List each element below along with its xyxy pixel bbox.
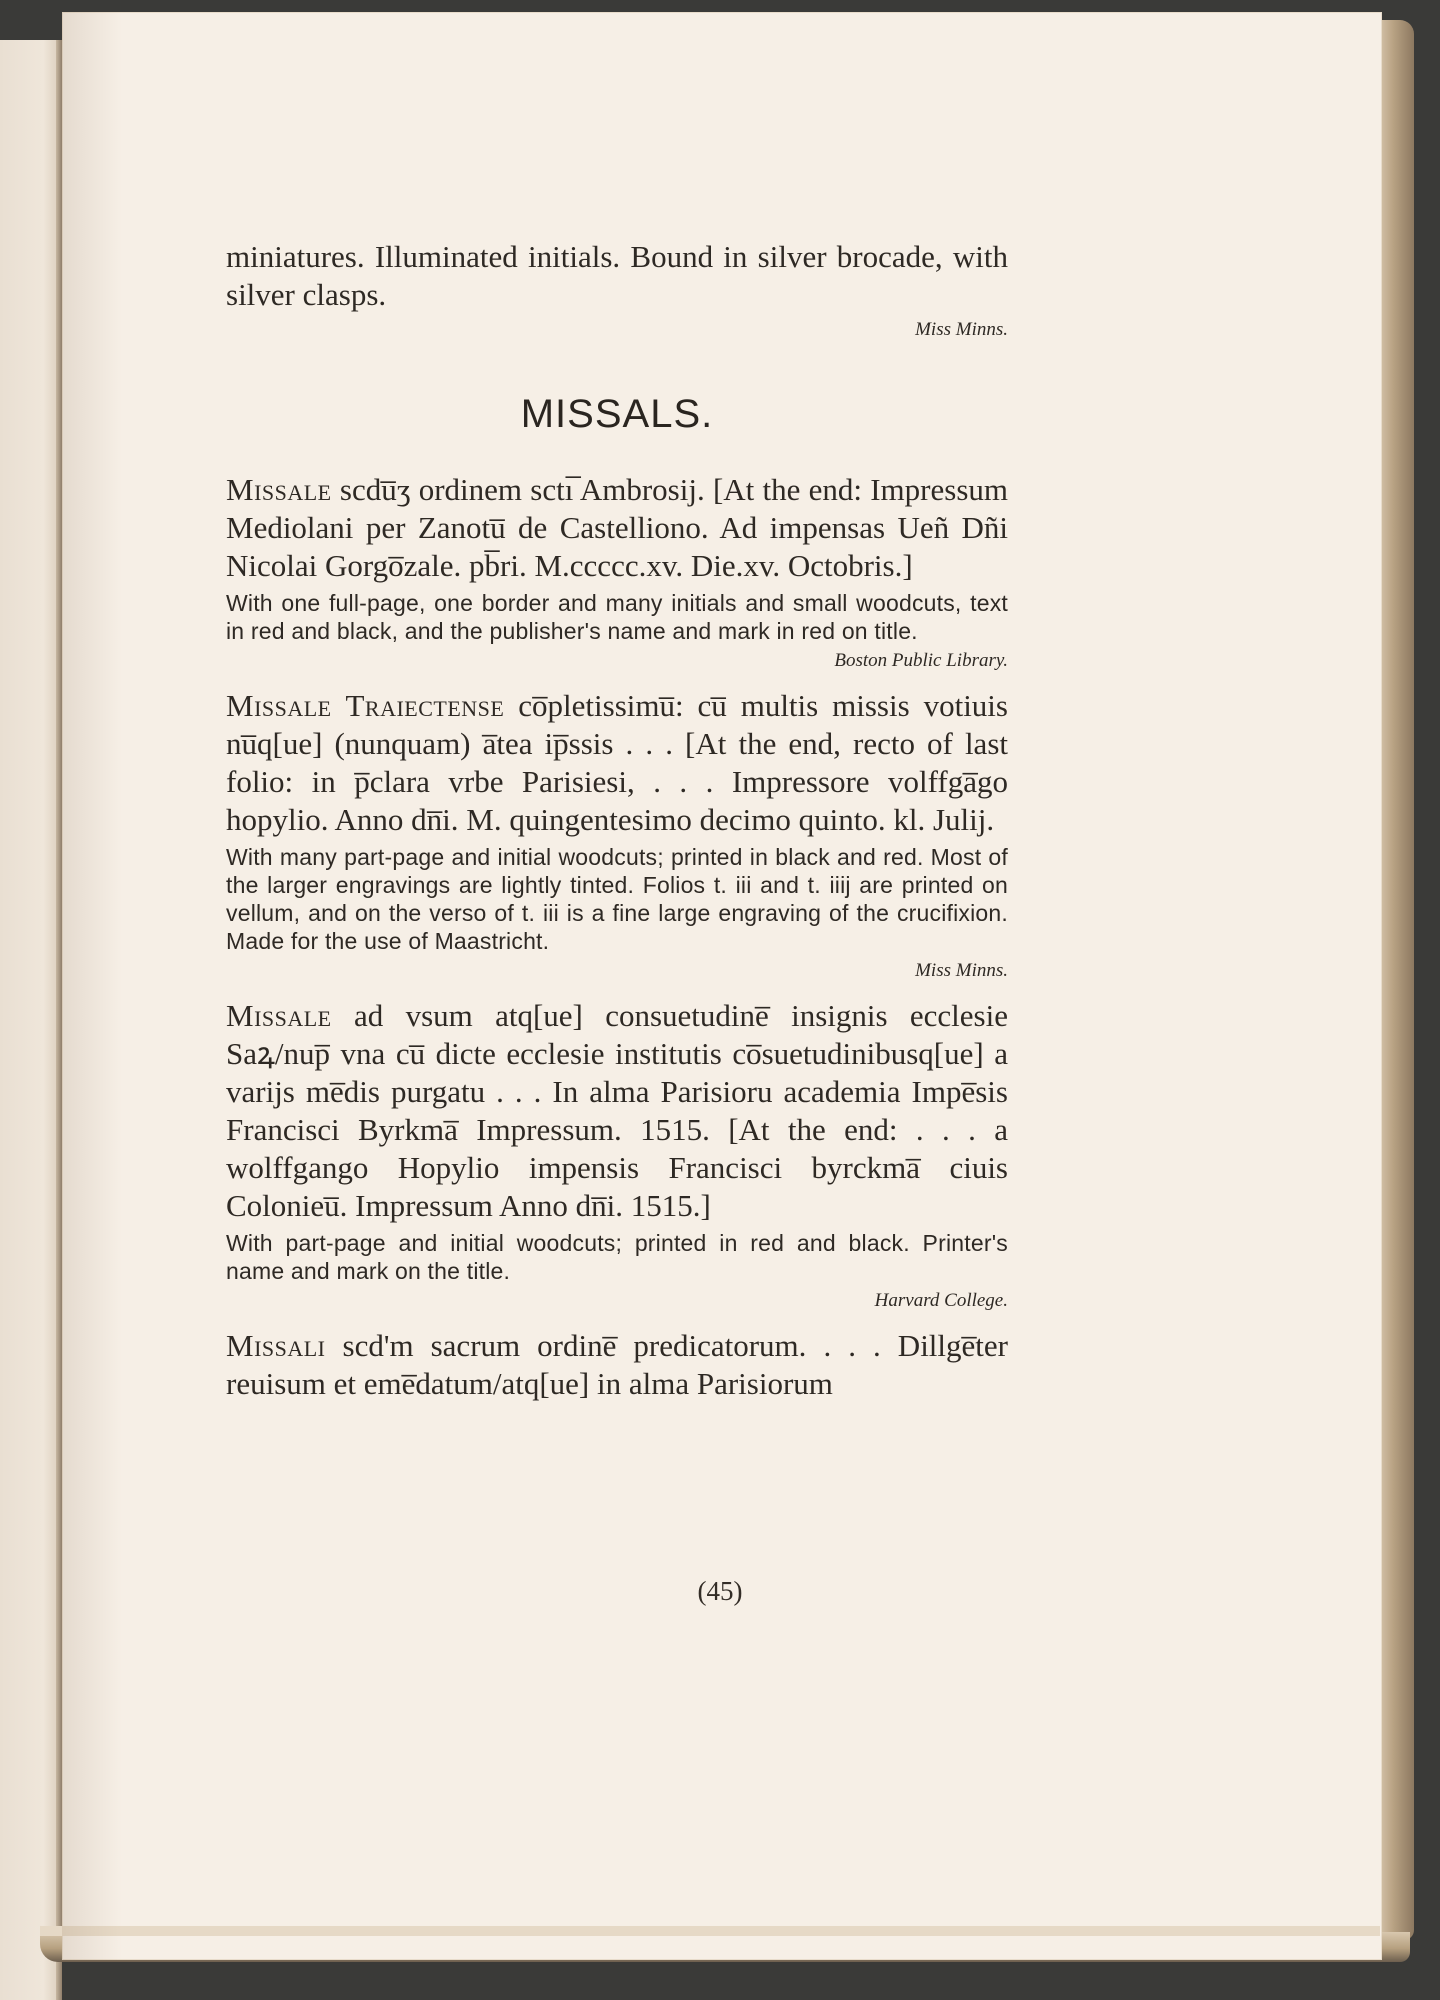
page-number: (45) [697,1576,743,1606]
page-text [226,238,1008,1403]
entry-location: Miss Minns. [915,960,1008,981]
entry-title [226,997,1008,1225]
entry-title-text: ad vsum atq[ue] consuetudine̅ insignis ecclesie Saꝝ/nup̅ vna cu̅ dicte ecclesie institutis co̅suetudinibusq[ue] a varijs me̅dis purgatu . . . In alma Parisioru academia Impe̅sis Francisci Byrkma̅ Impressum. 1515. [At the end: . . . a wolffgango Hopylio impensis Francisci byrckma̅ ciuis Colonieu̅. Impressum Anno dn̅i. 1515.] [226,998,1008,1223]
bottom-page-lip [40,1926,1380,1936]
gutter-shadow [62,12,122,1960]
entry-4 [226,1327,1008,1403]
top-fragment-text: miniatures. Illuminated initials. Bound in silver brocade, with silver clasps. [226,239,1008,312]
entry-2 [226,687,1008,983]
entry-lead-word: Missale [226,472,332,507]
entry-location: Harvard College. [874,1290,1008,1311]
top-fragment-location: Miss Minns. [915,319,1008,340]
entry-title [226,471,1008,585]
entry-title [226,687,1008,839]
entry-lead-word: Missale Traiectense [226,688,505,723]
entry-lead-word: Missale [226,998,332,1033]
entry-note: With many part-page and initial woodcuts; printed in black and red. Most of the larger engravings are lightly tinted. Folios t. iii and t. iiij are printed on vellum, and on the verso of t. iii is a fine large engraving of the crucifixion. Made for the use of Maastricht. [226,844,1008,954]
entry-note: With part-page and initial woodcuts; printed in red and black. Printer's name and mark on the title. [226,1230,1008,1284]
entry-title-text: scdu̅ʒ ordinem sctı̅ Ambrosij. [At the end: Impressum Mediolani per Zanotu̅ de Castelliono. Ad impensas Ueñ Dñi Nicolai Gorgo̅zale. pb̅ri. M.ccccc.xv. Die.xv. Octobris.] [226,472,1008,583]
entry-note: With one full-page, one border and many initials and small woodcuts, text in red and black, and the publisher's name and mark in red on title. [226,590,1008,644]
section-heading: MISSALS. [520,392,714,436]
entry-1 [226,471,1008,673]
entry-location: Boston Public Library. [834,650,1008,671]
entry-title [226,1327,1008,1403]
entry-title-text: scd'm sacrum ordine̅ predicatorum. . . . Dillge̅ter reuisum et eme̅datum/atq[ue] in alma Parisiorum [226,1328,1008,1401]
entry-title-text: co̅pletissimu̅: cu̅ multis missis votiuis nu̅q[ue] (nunquam) a̅tea ip̅ssis . . . [At the end, recto of last folio: in p̅clara vrbe Parisiesi, . . . Impressore volffga̅go hopylio. Anno dn̅i. M. quingentesimo decimo quinto. kl. Julij. [226,688,1008,837]
left-facing-page [0,40,62,2000]
entry-3 [226,997,1008,1313]
entry-lead-word: Missali [226,1328,326,1363]
